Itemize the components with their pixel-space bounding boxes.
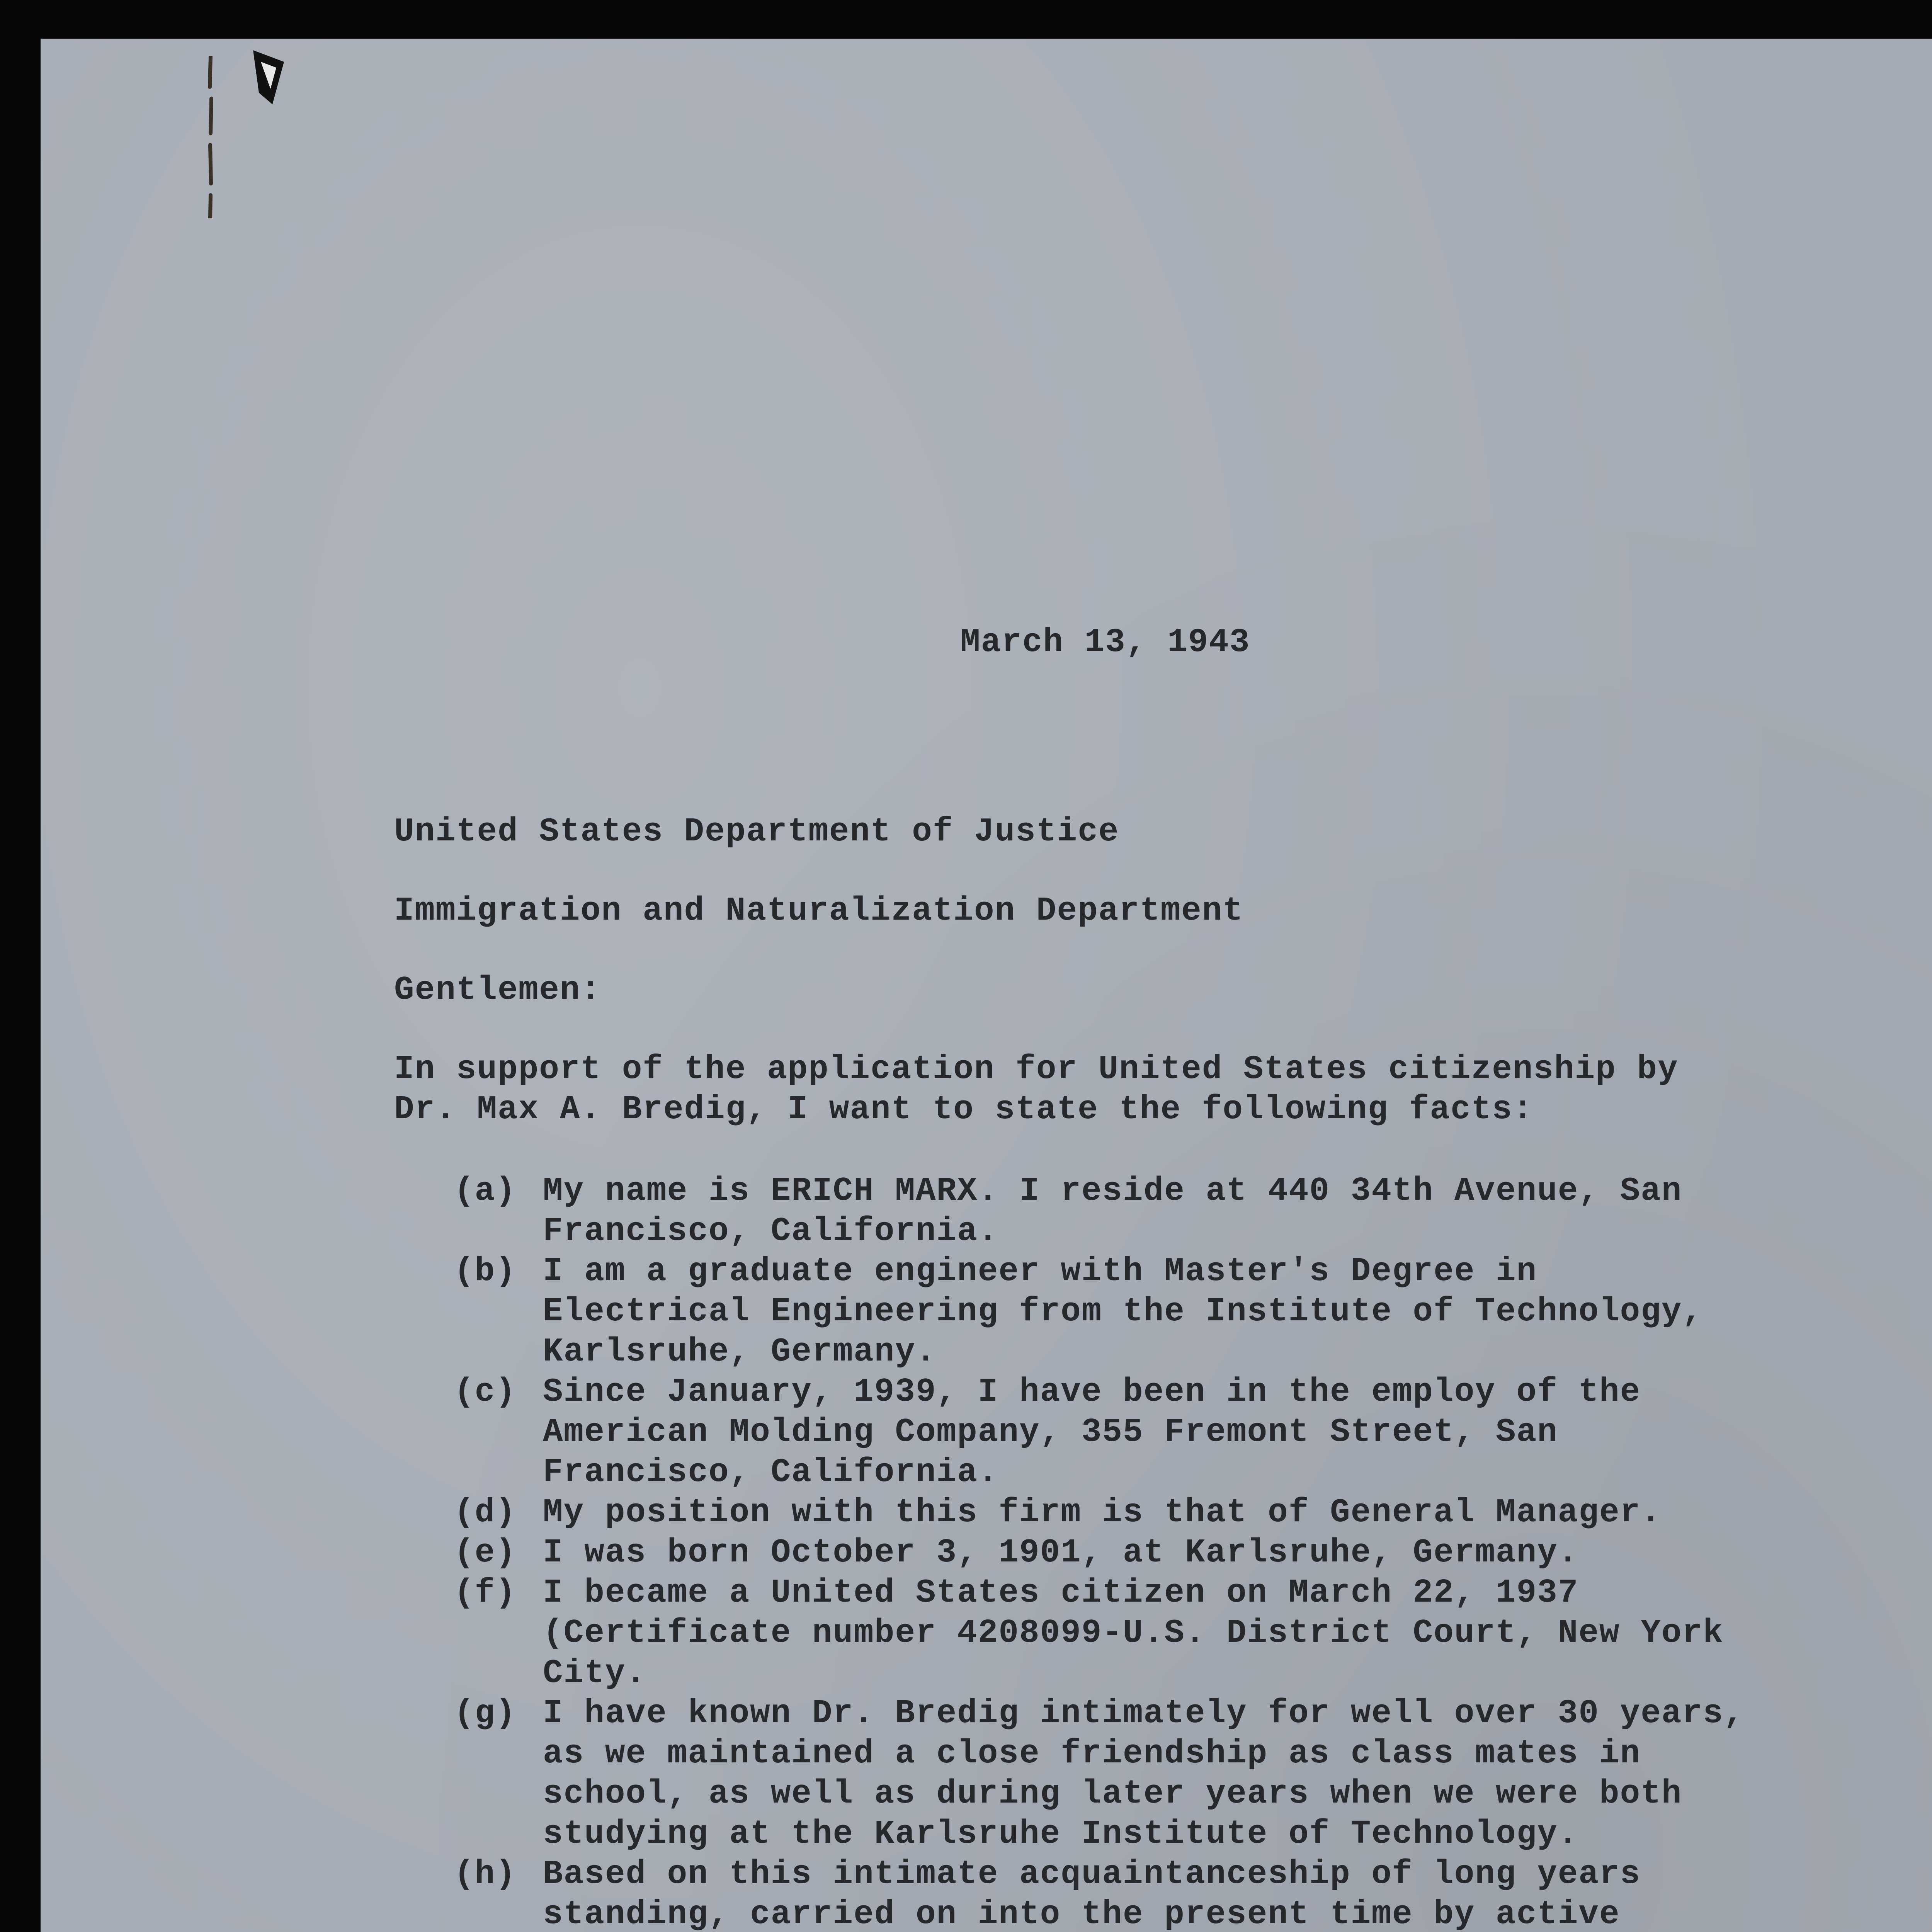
fact-label: (e) [454,1534,516,1571]
fact-item-g [454,1693,1787,1854]
fact-text: Based on this intimate acquaintanceship of long years standing, carried on into the present time by active [543,1855,1641,1932]
fact-text: Since January, 1939, I have been in the employ of the American Molding Company, 355 Fremont Street, San Francisco, California. [543,1373,1641,1491]
fact-text: I became a United States citizen on March 22, 1937 (Certificate number 4208099-U.S. District Court, New York City. [543,1574,1724,1692]
fact-item-a [454,1171,1787,1251]
intro-paragraph: In support of the application for United States citizenship by Dr. Max A. Bredig, I want to state the following facts: [394,1050,1679,1128]
fact-label: (d) [454,1493,516,1531]
fact-label: (c) [454,1373,516,1411]
letter-date: March 13, 1943 [960,623,1250,661]
fact-label: (b) [454,1252,516,1290]
salutation: Gentlemen: [394,971,602,1009]
fact-text: My position with this firm is that of General Manager. [543,1493,1662,1531]
fact-text: I have known Dr. Bredig intimately for well over 30 years, as we maintained a close friendship as class mates in school, as well as during later years when we were both studying at the Karlsruhe Institute of Technology. [543,1694,1745,1853]
fact-text: My name is ERICH MARX. I reside at 440 34th Avenue, San Francisco, California. [543,1172,1682,1250]
fact-item-f [454,1573,1787,1693]
staple-mark-icon [199,56,222,218]
fact-item-e [454,1532,1787,1573]
fact-text: I am a graduate engineer with Master's Degree in Electrical Engineering from the Institute of Technology, Karlsruhe, Germany. [543,1252,1703,1371]
fact-label: (h) [454,1855,516,1893]
fact-item-d [454,1492,1787,1532]
recipient-line-2: Immigration and Naturalization Department [394,892,1243,930]
facts-list [454,1171,1787,1932]
fact-item-c [454,1372,1787,1492]
recipient-line-1: United States Department of Justice [394,813,1119,850]
staple-tab-icon [249,46,292,108]
fact-text: I was born October 3, 1901, at Karlsruhe, Germany. [543,1534,1579,1571]
fact-label: (g) [454,1694,516,1732]
fact-label: (a) [454,1172,516,1210]
letter-page [41,39,1932,1932]
fact-item-b [454,1251,1787,1372]
fact-item-h [454,1854,1787,1932]
fact-label: (f) [454,1574,516,1612]
